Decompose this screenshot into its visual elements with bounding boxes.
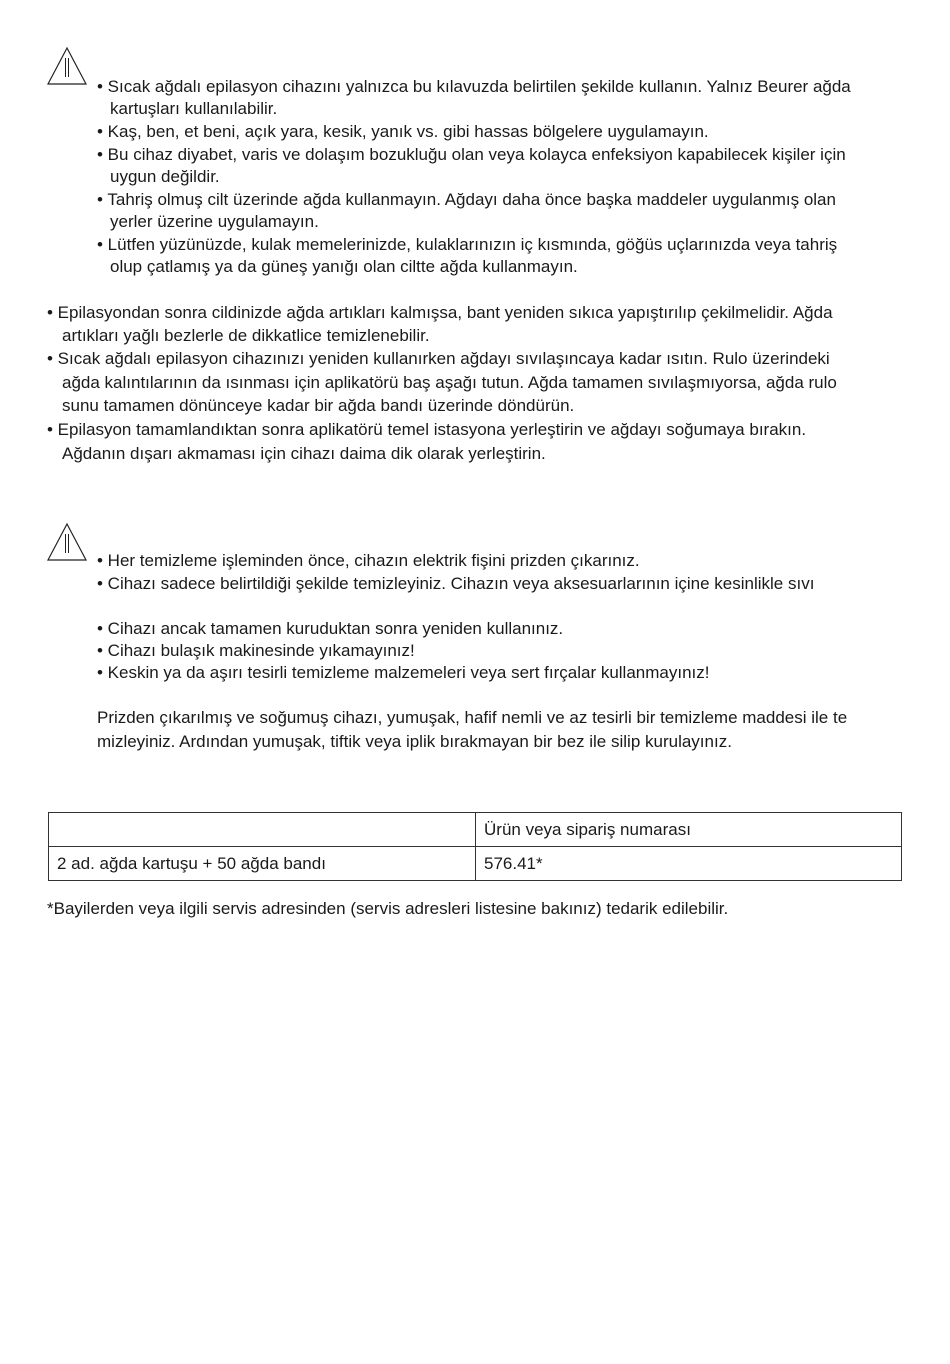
usage-bullet-2-line-2: ağda kalıntılarının da ısınması için aplikatörü baş aşağı tutun. Ağda tamamen sıvılaşmıyorsa, ağda rulo bbox=[62, 373, 837, 392]
warning1-bullet-3-line-1: • Bu cihaz diyabet, varis ve dolaşım bozukluğu olan veya kolayca enfeksiyon kapabilecek kişiler için bbox=[97, 145, 846, 164]
table-cell-item: 2 ad. ağda kartuşu + 50 ağda bandı bbox=[49, 847, 476, 881]
usage-bullet-2-line-3: sunu tamamen dönünceye kadar bir ağda bandı üzerinde döndürün. bbox=[62, 396, 575, 415]
warning2-bullet-2: • Cihazı sadece belirtildiği şekilde temizleyiniz. Cihazın veya aksesuarlarının içine kesinlikle sıvı bbox=[97, 574, 815, 593]
usage-bullet-3-line-1: • Epilasyon tamamlandıktan sonra aplikatörü temel istasyona yerleştirin ve ağdayı soğumaya bırakın. bbox=[47, 420, 807, 439]
warning1-bullet-5-line-1: • Lütfen yüzünüzde, kulak memelerinizde, kulaklarınızın iç kısmında, göğüs uçlarınızda veya tahriş bbox=[97, 235, 838, 254]
warning1-bullet-5-line-2: olup çatlamış ya da güneş yanığı olan ciltte ağda kullanmayın. bbox=[110, 257, 578, 276]
warning-triangle-icon bbox=[46, 46, 88, 86]
usage-bullet-3-line-2: Ağdanın dışarı akmaması için cihazı daima dik olarak yerleştirin. bbox=[62, 444, 546, 463]
usage-bullet-2-line-1: • Sıcak ağdalı epilasyon cihazınızı yeniden kullanırken ağdayı sıvılaşıncaya kadar ısıtın. Rulo üzerindeki bbox=[47, 349, 830, 368]
table-row bbox=[49, 847, 902, 881]
warning2-bullet-1: • Her temizleme işleminden önce, cihazın elektrik fişini prizden çıkarınız. bbox=[97, 551, 640, 570]
table-header-cell-item bbox=[49, 813, 476, 847]
warning2-bullet-4: • Cihazı bulaşık makinesinde yıkamayınız! bbox=[97, 641, 415, 660]
warning2-bullet-5: • Keskin ya da aşırı tesirli temizleme malzemeleri veya sert fırçalar kullanmayınız! bbox=[97, 663, 710, 682]
table-cell-number: 576.41* bbox=[476, 847, 902, 881]
warning1-bullet-1-line-2: kartuşları kullanılabilir. bbox=[110, 99, 278, 118]
usage-bullet-1-line-2: artıkları yağlı bezlerle de dikkatlice temizlenebilir. bbox=[62, 326, 430, 345]
warning1-bullet-1-line-1: • Sıcak ağdalı epilasyon cihazını yalnızca bu kılavuzda belirtilen şekilde kullanın. Yalnız Beurer ağda bbox=[97, 77, 851, 96]
accessories-table bbox=[48, 812, 902, 881]
warning2-bullet-3: • Cihazı ancak tamamen kuruduktan sonra yeniden kullanınız. bbox=[97, 619, 564, 638]
usage-bullet-1-line-1: • Epilasyondan sonra cildinizde ağda artıkları kalmışsa, bant yeniden sıkıca yapıştırılıp çekilmelidir. Ağda bbox=[47, 303, 833, 322]
cleaning-paragraph-line-2: mizleyiniz. Ardından yumuşak, tiftik veya iplik bırakmayan bir bez ile silip kurulayınız. bbox=[97, 732, 732, 751]
table-header-cell-number: Ürün veya sipariş numarası bbox=[476, 813, 902, 847]
footnote: *Bayilerden veya ilgili servis adresinden (servis adresleri listesine bakınız) tedarik edilebilir. bbox=[47, 899, 729, 918]
warning1-bullet-4-line-2: yerler üzerine uygulamayın. bbox=[110, 212, 319, 231]
warning1-bullet-3-line-2: uygun değildir. bbox=[110, 167, 220, 186]
warning1-bullet-4-line-1: • Tahriş olmuş cilt üzerinde ağda kullanmayın. Ağdayı daha önce başka maddeler uygulanmış olan bbox=[97, 190, 836, 209]
warning1-bullet-2-line-1: • Kaş, ben, et beni, açık yara, kesik, yanık vs. gibi hassas bölgelere uygulamayın. bbox=[97, 122, 709, 141]
table-header-row bbox=[49, 813, 902, 847]
cleaning-paragraph-line-1: Prizden çıkarılmış ve soğumuş cihazı, yumuşak, hafif nemli ve az tesirli bir temizleme maddesi ile te bbox=[97, 708, 848, 727]
warning-triangle-icon bbox=[46, 522, 88, 562]
